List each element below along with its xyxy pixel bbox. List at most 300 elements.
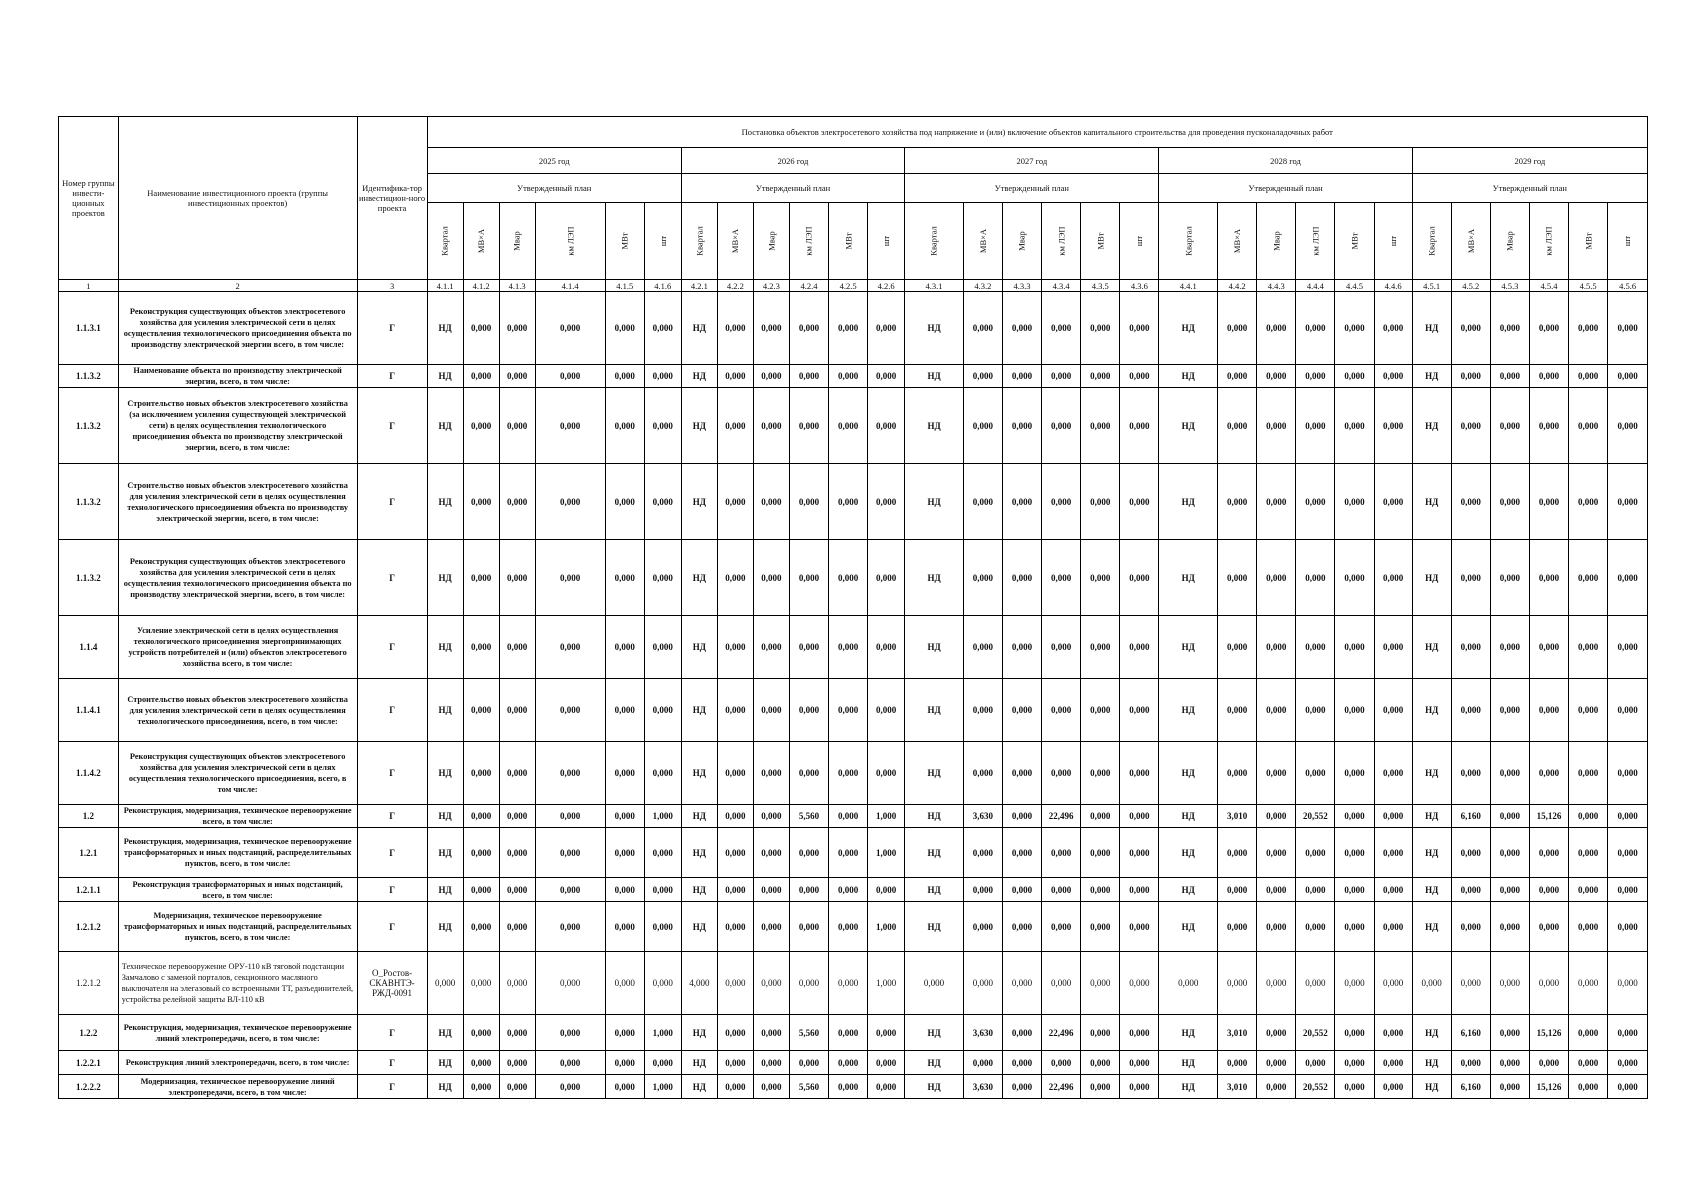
header-unit bbox=[905, 203, 964, 280]
row-value: 0,000 bbox=[1081, 464, 1120, 540]
row-value: 0,000 bbox=[1608, 540, 1648, 616]
header-year: 2025 год bbox=[427, 148, 681, 174]
row-value: 0,000 bbox=[1374, 616, 1412, 679]
row-value: 0,000 bbox=[1002, 388, 1041, 464]
row-value: 0,000 bbox=[829, 464, 868, 540]
row-value: 0,000 bbox=[1257, 742, 1296, 805]
row-value: 0,000 bbox=[1374, 1075, 1412, 1099]
row-value: 0,000 bbox=[753, 292, 789, 365]
row-value: 0,000 bbox=[1374, 902, 1412, 952]
row-value: 0,000 bbox=[1374, 1051, 1412, 1075]
row-value: 0,000 bbox=[1335, 464, 1374, 540]
header-unit-label: МВт bbox=[619, 232, 630, 250]
column-code: 4.4.1 bbox=[1159, 280, 1218, 292]
row-value: 0,000 bbox=[644, 679, 681, 742]
investment-table bbox=[58, 116, 1648, 1099]
row-value: 0,000 bbox=[1608, 1075, 1648, 1099]
row-value: 0,000 bbox=[1042, 365, 1081, 388]
row-value: НД bbox=[681, 679, 717, 742]
row-value: 0,000 bbox=[1335, 805, 1374, 828]
row-identifier: Г bbox=[357, 878, 427, 902]
row-value: 0,000 bbox=[1120, 540, 1159, 616]
row-value: НД bbox=[1159, 464, 1218, 540]
row-identifier: Г bbox=[357, 1015, 427, 1051]
row-value: НД bbox=[1159, 828, 1218, 878]
row-value: 0,000 bbox=[1081, 902, 1120, 952]
header-unit-label: Мвар bbox=[766, 231, 777, 251]
header-unit-label: Мвар bbox=[1271, 231, 1282, 251]
row-code: 1.1.4.1 bbox=[59, 679, 119, 742]
row-value: 0,000 bbox=[1608, 292, 1648, 365]
row-value: 0,000 bbox=[753, 388, 789, 464]
row-value: НД bbox=[427, 1051, 463, 1075]
row-value: 0,000 bbox=[605, 388, 644, 464]
row-value: 0,000 bbox=[829, 1015, 868, 1051]
row-value: 0,000 bbox=[1569, 464, 1608, 540]
row-value: НД bbox=[1159, 540, 1218, 616]
row-value: 0,000 bbox=[829, 365, 868, 388]
table-row bbox=[59, 1075, 1648, 1099]
column-code: 4.2.3 bbox=[753, 280, 789, 292]
header-unit bbox=[1042, 203, 1081, 280]
row-value: 1,000 bbox=[868, 902, 905, 952]
header-unit bbox=[535, 203, 605, 280]
row-name: Реконструкция трансформаторных и иных подстанций, всего, в том числе: bbox=[118, 878, 357, 902]
row-value: 0,000 bbox=[789, 464, 828, 540]
row-value: НД bbox=[1159, 679, 1218, 742]
row-value: 0,000 bbox=[753, 365, 789, 388]
row-value: 0,000 bbox=[499, 742, 535, 805]
row-value: 0,000 bbox=[1120, 1051, 1159, 1075]
row-value: 0,000 bbox=[1042, 616, 1081, 679]
row-value: 0,000 bbox=[1120, 292, 1159, 365]
table-row bbox=[59, 388, 1648, 464]
row-value: 0,000 bbox=[963, 388, 1002, 464]
row-value: 0,000 bbox=[963, 1051, 1002, 1075]
column-code: 4.2.5 bbox=[829, 280, 868, 292]
row-value: 0,000 bbox=[463, 464, 499, 540]
row-value: 0,000 bbox=[463, 805, 499, 828]
row-value: 22,496 bbox=[1042, 1015, 1081, 1051]
column-code: 4.2.1 bbox=[681, 280, 717, 292]
row-value: 6,160 bbox=[1451, 805, 1490, 828]
row-value: 0,000 bbox=[1608, 365, 1648, 388]
row-value: 0,000 bbox=[1218, 952, 1257, 1015]
row-code: 1.1.4.2 bbox=[59, 742, 119, 805]
row-value: 0,000 bbox=[1374, 805, 1412, 828]
row-value: 0,000 bbox=[499, 878, 535, 902]
row-value: 0,000 bbox=[499, 388, 535, 464]
row-value: 0,000 bbox=[1042, 1051, 1081, 1075]
row-value: НД bbox=[1412, 616, 1451, 679]
header-unit bbox=[1002, 203, 1041, 280]
row-name: Реконструкция, модернизация, техническое перевооружение трансформаторных и иных подстанций, распределительных пунктов, всего, в том числе: bbox=[118, 828, 357, 878]
header-project-name: Наименование инвестиционного проекта (группы инвестиционных проектов) bbox=[118, 117, 357, 280]
row-value: 0,000 bbox=[535, 902, 605, 952]
row-value: НД bbox=[427, 464, 463, 540]
row-value: 0,000 bbox=[1218, 540, 1257, 616]
row-value: 0,000 bbox=[1296, 742, 1335, 805]
row-value: 0,000 bbox=[1374, 388, 1412, 464]
column-number: 3 bbox=[357, 280, 427, 292]
column-code: 4.1.2 bbox=[463, 280, 499, 292]
table-row bbox=[59, 679, 1648, 742]
row-value: НД bbox=[905, 805, 964, 828]
row-value: 0,000 bbox=[1335, 616, 1374, 679]
column-code: 4.4.2 bbox=[1218, 280, 1257, 292]
row-value: 0,000 bbox=[1218, 742, 1257, 805]
row-value: 0,000 bbox=[535, 292, 605, 365]
column-code: 4.5.2 bbox=[1451, 280, 1490, 292]
row-value: НД bbox=[681, 365, 717, 388]
column-code: 4.4.5 bbox=[1335, 280, 1374, 292]
column-code: 4.5.5 bbox=[1569, 280, 1608, 292]
column-code: 4.2.2 bbox=[717, 280, 753, 292]
row-value: 0,000 bbox=[1296, 878, 1335, 902]
row-value: НД bbox=[427, 1075, 463, 1099]
row-value: 0,000 bbox=[789, 365, 828, 388]
row-value: 0,000 bbox=[789, 952, 828, 1015]
row-value: 0,000 bbox=[1569, 679, 1608, 742]
row-value: 0,000 bbox=[1218, 464, 1257, 540]
column-code: 4.5.1 bbox=[1412, 280, 1451, 292]
row-value: 0,000 bbox=[1120, 902, 1159, 952]
row-value: НД bbox=[1412, 464, 1451, 540]
row-value: 0,000 bbox=[605, 365, 644, 388]
row-value: 0,000 bbox=[1296, 292, 1335, 365]
header-unit bbox=[1608, 203, 1648, 280]
row-value: 0,000 bbox=[1529, 902, 1568, 952]
row-value: 0,000 bbox=[1042, 540, 1081, 616]
row-value: 0,000 bbox=[1608, 679, 1648, 742]
row-value: 0,000 bbox=[963, 952, 1002, 1015]
row-value: 0,000 bbox=[963, 292, 1002, 365]
row-value: 0,000 bbox=[605, 902, 644, 952]
row-name: Модернизация, техническое перевооружение трансформаторных и иных подстанций, распределительных пунктов, всего, в том числе: bbox=[118, 902, 357, 952]
row-value: 0,000 bbox=[829, 540, 868, 616]
row-name: Реконструкция существующих объектов электросетевого хозяйства для усиления электрической сети в целях осуществления технологического присоединения объекта по производству электрической энергии всего, в том числе: bbox=[118, 292, 357, 365]
row-value: НД bbox=[1159, 616, 1218, 679]
row-code: 1.2.2 bbox=[59, 1015, 119, 1051]
table-row bbox=[59, 742, 1648, 805]
row-value: 0,000 bbox=[868, 540, 905, 616]
row-value: 0,000 bbox=[1120, 616, 1159, 679]
row-value: 0,000 bbox=[717, 952, 753, 1015]
row-value: 0,000 bbox=[717, 878, 753, 902]
header-plan: Утвержденный план bbox=[681, 174, 904, 203]
row-value: 0,000 bbox=[789, 902, 828, 952]
row-value: 0,000 bbox=[535, 365, 605, 388]
row-value: 0,000 bbox=[1081, 1015, 1120, 1051]
row-value: 0,000 bbox=[463, 828, 499, 878]
row-value: 0,000 bbox=[1490, 742, 1529, 805]
column-code: 4.4.3 bbox=[1257, 280, 1296, 292]
header-unit-label: Мвар bbox=[1504, 231, 1515, 251]
row-value: 6,160 bbox=[1451, 1015, 1490, 1051]
row-value: НД bbox=[1159, 902, 1218, 952]
row-value: НД bbox=[427, 805, 463, 828]
row-value: 3,010 bbox=[1218, 1015, 1257, 1051]
row-value: 0,000 bbox=[1490, 679, 1529, 742]
row-identifier: Г bbox=[357, 616, 427, 679]
row-identifier: Г bbox=[357, 1075, 427, 1099]
row-value: 0,000 bbox=[1608, 828, 1648, 878]
row-value: 0,000 bbox=[1002, 1015, 1041, 1051]
row-value: 0,000 bbox=[1257, 616, 1296, 679]
row-name: Реконструкция существующих объектов электросетевого хозяйства для усиления электрической сети в целях осуществления технологического присоединения объекта по производству электрической энергии, всего, в том числе: bbox=[118, 540, 357, 616]
row-value: 0,000 bbox=[1335, 1075, 1374, 1099]
row-value: 5,560 bbox=[789, 1075, 828, 1099]
row-value: 0,000 bbox=[868, 1075, 905, 1099]
row-value: 0,000 bbox=[1490, 616, 1529, 679]
row-value: 0,000 bbox=[1529, 952, 1568, 1015]
header-group-number: Номер группы инвести-ционных проектов bbox=[59, 117, 119, 280]
header-unit-label: шт bbox=[1388, 235, 1399, 247]
row-value: 0,000 bbox=[1218, 616, 1257, 679]
table-row bbox=[59, 805, 1648, 828]
row-value: 0,000 bbox=[1002, 805, 1041, 828]
header-unit-label: км ЛЭП bbox=[565, 226, 576, 256]
row-value: НД bbox=[427, 679, 463, 742]
row-value: 0,000 bbox=[463, 365, 499, 388]
row-value: 0,000 bbox=[717, 805, 753, 828]
row-value: 0,000 bbox=[753, 878, 789, 902]
row-value: 0,000 bbox=[1608, 1015, 1648, 1051]
row-value: 0,000 bbox=[1451, 365, 1490, 388]
row-value: 0,000 bbox=[499, 952, 535, 1015]
row-value: 0,000 bbox=[789, 292, 828, 365]
row-value: 0,000 bbox=[717, 679, 753, 742]
row-value: 0,000 bbox=[1335, 878, 1374, 902]
row-value: НД bbox=[427, 878, 463, 902]
row-value: 0,000 bbox=[1490, 292, 1529, 365]
row-value: 4,000 bbox=[681, 952, 717, 1015]
row-value: 0,000 bbox=[644, 464, 681, 540]
row-value: 0,000 bbox=[463, 679, 499, 742]
header-unit-label: Мвар bbox=[1017, 231, 1028, 251]
row-value: 0,000 bbox=[1296, 464, 1335, 540]
row-value: НД bbox=[905, 1075, 964, 1099]
header-unit-label: Мвар bbox=[512, 231, 523, 251]
row-value: 5,560 bbox=[789, 805, 828, 828]
row-value: НД bbox=[905, 828, 964, 878]
row-value: НД bbox=[427, 292, 463, 365]
row-value: 3,010 bbox=[1218, 805, 1257, 828]
row-value: НД bbox=[681, 1075, 717, 1099]
header-unit-label: Квартал bbox=[1183, 226, 1194, 256]
row-value: 0,000 bbox=[605, 1051, 644, 1075]
header-unit bbox=[1218, 203, 1257, 280]
row-value: 0,000 bbox=[1257, 828, 1296, 878]
table-row bbox=[59, 828, 1648, 878]
row-value: 1,000 bbox=[644, 805, 681, 828]
header-unit bbox=[1257, 203, 1296, 280]
row-value: 0,000 bbox=[1257, 952, 1296, 1015]
row-name: Реконструкция, модернизация, техническое перевооружение линий электропередачи, всего, в том числе: bbox=[118, 1015, 357, 1051]
header-year: 2026 год bbox=[681, 148, 904, 174]
row-value: 0,000 bbox=[829, 616, 868, 679]
row-value: 0,000 bbox=[1608, 902, 1648, 952]
row-value: 3,630 bbox=[963, 805, 1002, 828]
row-value: 0,000 bbox=[1451, 878, 1490, 902]
row-value: 0,000 bbox=[717, 828, 753, 878]
row-value: 0,000 bbox=[644, 902, 681, 952]
row-value: 0,000 bbox=[868, 679, 905, 742]
header-unit bbox=[963, 203, 1002, 280]
column-code: 4.3.5 bbox=[1081, 280, 1120, 292]
row-value: 0,000 bbox=[868, 616, 905, 679]
row-value: НД bbox=[1412, 679, 1451, 742]
row-code: 1.1.3.2 bbox=[59, 540, 119, 616]
row-value: 0,000 bbox=[535, 952, 605, 1015]
header-year: 2029 год bbox=[1412, 148, 1647, 174]
row-value: 0,000 bbox=[1296, 616, 1335, 679]
row-value: НД bbox=[905, 365, 964, 388]
row-value: 0,000 bbox=[1490, 952, 1529, 1015]
row-value: НД bbox=[1159, 742, 1218, 805]
row-value: 0,000 bbox=[1451, 828, 1490, 878]
column-code: 4.2.4 bbox=[789, 280, 828, 292]
row-code: 1.2.2.1 bbox=[59, 1051, 119, 1075]
row-value: 0,000 bbox=[1569, 828, 1608, 878]
row-code: 1.2 bbox=[59, 805, 119, 828]
row-value: 15,126 bbox=[1529, 1015, 1568, 1051]
header-unit-label: МВ×А bbox=[476, 228, 487, 254]
row-value: 0,000 bbox=[499, 540, 535, 616]
row-name: Реконструкция линий электропередачи, всего, в том числе: bbox=[118, 1051, 357, 1075]
row-value: 0,000 bbox=[1218, 292, 1257, 365]
row-value: 0,000 bbox=[1529, 388, 1568, 464]
header-project-id: Идентифика-тор инвестицион-ного проекта bbox=[357, 117, 427, 280]
row-value: 0,000 bbox=[789, 878, 828, 902]
row-value: НД bbox=[905, 464, 964, 540]
table-row bbox=[59, 1051, 1648, 1075]
row-name: Строительство новых объектов электросетевого хозяйства для усиления электрической сети в целях осуществления технологического присоединения, всего, в том числе: bbox=[118, 679, 357, 742]
row-value: НД bbox=[1412, 388, 1451, 464]
row-value: 0,000 bbox=[605, 878, 644, 902]
row-value: 0,000 bbox=[1218, 902, 1257, 952]
row-value: 0,000 bbox=[1257, 292, 1296, 365]
row-value: 0,000 bbox=[1120, 1015, 1159, 1051]
row-value: 0,000 bbox=[1081, 365, 1120, 388]
header-main-title: Постановка объектов электросетевого хозяйства под напряжение и (или) включение объектов капитального строительства для проведения пусконаладочных работ bbox=[427, 117, 1647, 148]
table-row bbox=[59, 540, 1648, 616]
row-value: 0,000 bbox=[963, 878, 1002, 902]
header-unit bbox=[1120, 203, 1159, 280]
row-value: НД bbox=[681, 902, 717, 952]
row-value: НД bbox=[427, 616, 463, 679]
row-value: 0,000 bbox=[1374, 742, 1412, 805]
row-name: Наименование объекта по производству электрической энергии, всего, в том числе: bbox=[118, 365, 357, 388]
row-value: 0,000 bbox=[1081, 679, 1120, 742]
row-value: 0,000 bbox=[1374, 1015, 1412, 1051]
row-value: 0,000 bbox=[644, 878, 681, 902]
row-value: 0,000 bbox=[535, 805, 605, 828]
row-value: 0,000 bbox=[1490, 902, 1529, 952]
column-code: 4.3.2 bbox=[963, 280, 1002, 292]
row-value: НД bbox=[905, 1015, 964, 1051]
row-value: 0,000 bbox=[1081, 742, 1120, 805]
row-value: 0,000 bbox=[427, 952, 463, 1015]
row-value: 0,000 bbox=[605, 1015, 644, 1051]
row-code: 1.1.3.1 bbox=[59, 292, 119, 365]
row-value: 0,000 bbox=[1569, 388, 1608, 464]
row-value: 0,000 bbox=[1529, 365, 1568, 388]
row-value: 1,000 bbox=[868, 828, 905, 878]
row-value: 0,000 bbox=[1529, 828, 1568, 878]
row-value: 0,000 bbox=[717, 1015, 753, 1051]
row-value: НД bbox=[681, 805, 717, 828]
row-value: 0,000 bbox=[1257, 1051, 1296, 1075]
row-value: 0,000 bbox=[1569, 742, 1608, 805]
row-value: 0,000 bbox=[1120, 742, 1159, 805]
row-value: 0,000 bbox=[499, 902, 535, 952]
header-unit bbox=[427, 203, 463, 280]
header-unit bbox=[644, 203, 681, 280]
row-value: НД bbox=[681, 878, 717, 902]
row-value: 0,000 bbox=[1529, 292, 1568, 365]
row-value: 0,000 bbox=[1002, 464, 1041, 540]
row-code: 1.2.2.2 bbox=[59, 1075, 119, 1099]
row-value: 0,000 bbox=[753, 540, 789, 616]
row-value: 0,000 bbox=[1042, 902, 1081, 952]
row-value: 0,000 bbox=[1490, 878, 1529, 902]
row-value: 0,000 bbox=[463, 878, 499, 902]
row-value: 0,000 bbox=[789, 742, 828, 805]
row-value: 0,000 bbox=[1569, 365, 1608, 388]
header-unit-label: км ЛЭП bbox=[1310, 226, 1321, 256]
row-identifier: Г bbox=[357, 292, 427, 365]
column-code: 4.1.3 bbox=[499, 280, 535, 292]
column-code: 4.1.1 bbox=[427, 280, 463, 292]
row-value: 0,000 bbox=[1257, 388, 1296, 464]
row-value: 0,000 bbox=[753, 805, 789, 828]
row-value: 0,000 bbox=[717, 1051, 753, 1075]
row-value: 0,000 bbox=[1569, 292, 1608, 365]
header-unit bbox=[789, 203, 828, 280]
row-value: 0,000 bbox=[829, 902, 868, 952]
row-value: 0,000 bbox=[463, 902, 499, 952]
row-value: 0,000 bbox=[1529, 616, 1568, 679]
row-value: 0,000 bbox=[717, 365, 753, 388]
row-code: 1.2.1.2 bbox=[59, 902, 119, 952]
row-value: 0,000 bbox=[1218, 365, 1257, 388]
row-name: Усиление электрической сети в целях осуществления технологического присоединения энергопринимающих устройств потребителей и (или) объектов электросетевого хозяйства всего, в том числе: bbox=[118, 616, 357, 679]
row-value: НД bbox=[1412, 1015, 1451, 1051]
header-unit bbox=[1296, 203, 1335, 280]
row-value: 0,000 bbox=[463, 540, 499, 616]
row-value: 0,000 bbox=[1120, 679, 1159, 742]
row-value: НД bbox=[427, 365, 463, 388]
row-value: 0,000 bbox=[463, 742, 499, 805]
row-value: 0,000 bbox=[789, 828, 828, 878]
row-value: 0,000 bbox=[463, 292, 499, 365]
row-value: 0,000 bbox=[605, 828, 644, 878]
row-value: 0,000 bbox=[1374, 952, 1412, 1015]
row-value: 0,000 bbox=[1257, 679, 1296, 742]
column-code: 4.3.1 bbox=[905, 280, 964, 292]
row-value: 0,000 bbox=[605, 540, 644, 616]
row-value: 0,000 bbox=[829, 828, 868, 878]
row-value: НД bbox=[427, 540, 463, 616]
column-code: 4.4.4 bbox=[1296, 280, 1335, 292]
row-value: 0,000 bbox=[1002, 902, 1041, 952]
row-value: 0,000 bbox=[963, 742, 1002, 805]
row-value: 0,000 bbox=[829, 1051, 868, 1075]
row-value: 0,000 bbox=[963, 616, 1002, 679]
row-value: 0,000 bbox=[1218, 828, 1257, 878]
row-value: 0,000 bbox=[605, 464, 644, 540]
